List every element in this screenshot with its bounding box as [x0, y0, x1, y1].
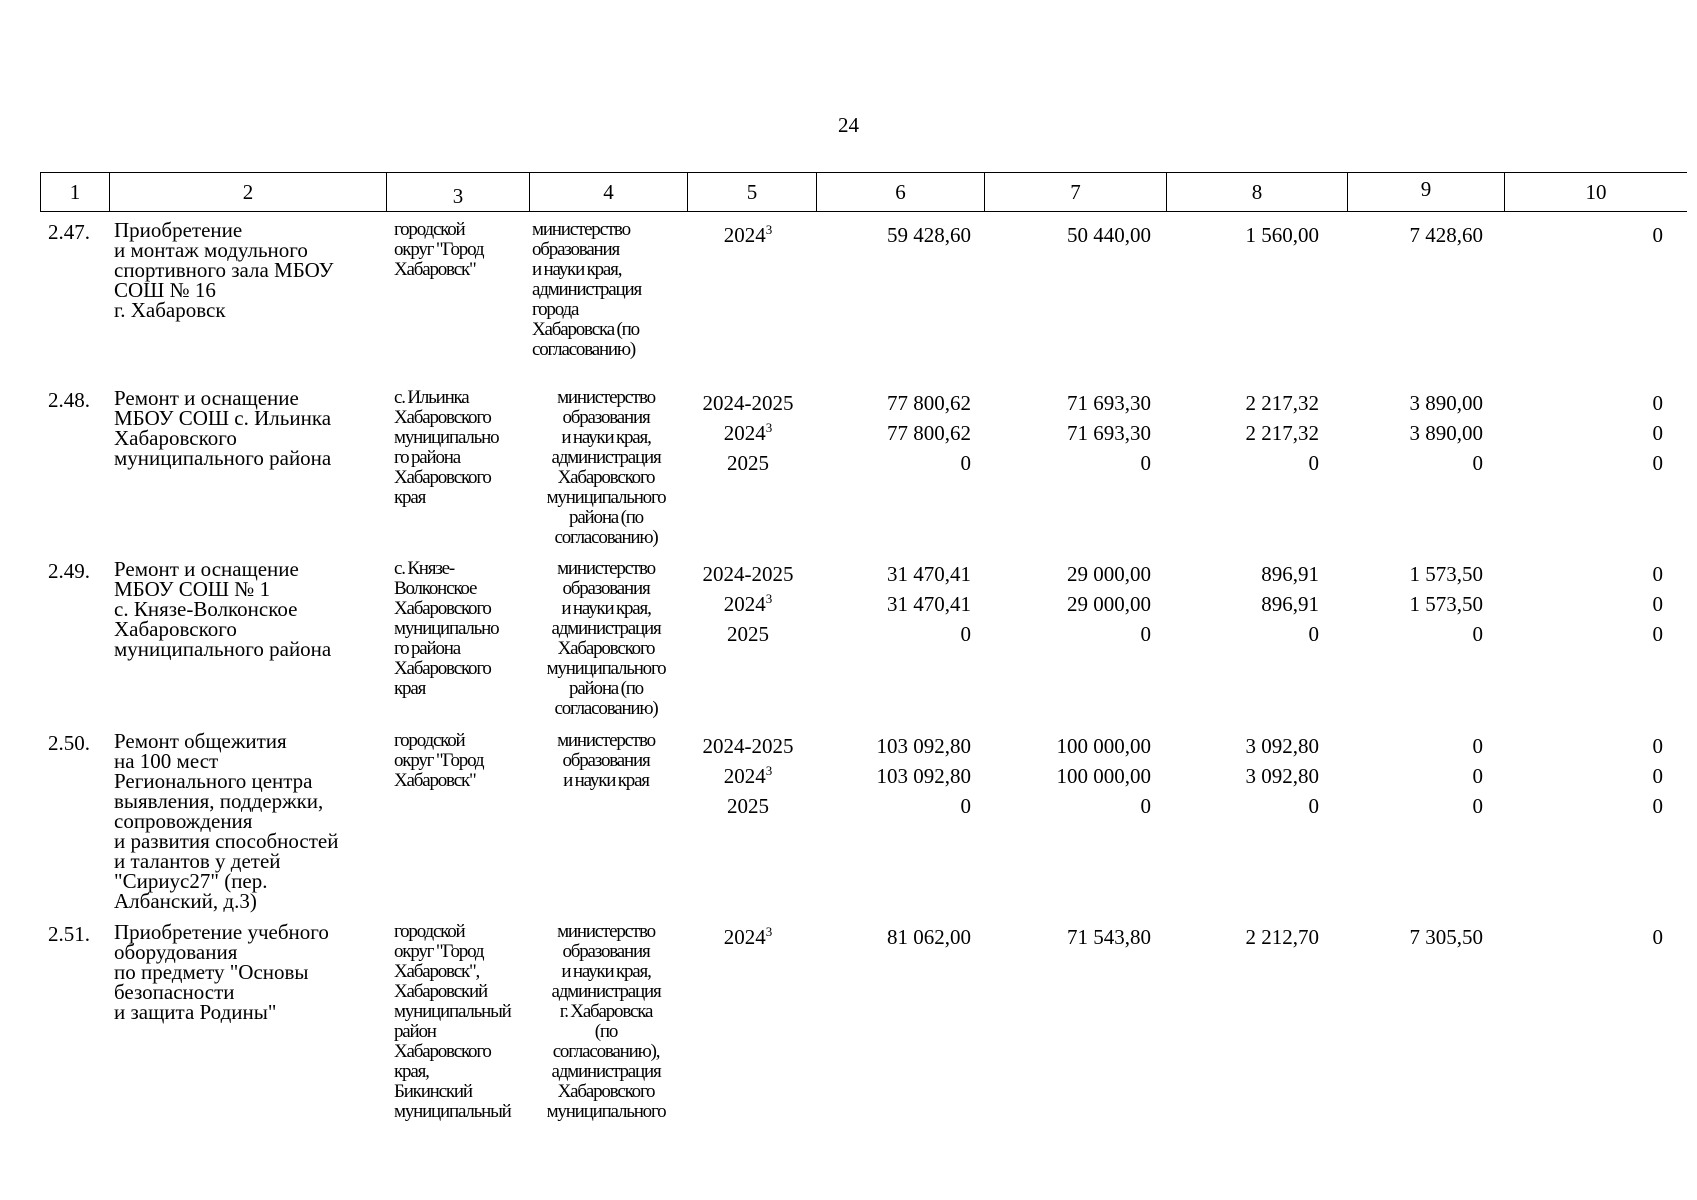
amount-cell-6: [820, 731, 971, 821]
amount-value: 7 428,60: [1409, 223, 1483, 247]
territory-name-line: муниципально: [394, 427, 499, 448]
header-col-4: 4: [530, 173, 688, 211]
amount-value: 100 000,00: [1056, 764, 1151, 788]
executor-name-line: согласованию): [554, 698, 658, 719]
territory-name-line: Хабаровского: [394, 467, 491, 488]
executor-name-line: образования: [532, 239, 620, 260]
amount-cell-10: [1500, 559, 1663, 649]
amount-cell-10: [1500, 731, 1663, 821]
measure-name-line: и талантов у детей: [114, 849, 281, 873]
measure-name-line: муниципального района: [114, 446, 332, 470]
years-cell: [690, 388, 806, 478]
measure-name-line: "Сириус27" (пер.: [114, 869, 268, 893]
amount-value: 103 092,80: [876, 734, 971, 758]
executor-name-line: администрация: [551, 447, 661, 468]
header-col-1: 1: [41, 173, 110, 211]
territory-name-line: Волконское: [394, 578, 477, 599]
year-text: 2025: [727, 451, 769, 475]
amount-value: 3 890,00: [1409, 391, 1483, 415]
executor-name-line: Хабаровского: [557, 467, 655, 488]
header-col-2: 2: [110, 173, 387, 211]
measure-name-line: Хабаровского: [114, 617, 237, 641]
amount-value: 0: [1652, 451, 1663, 475]
amount-value: 103 092,80: [876, 764, 971, 788]
measure-name-cell: [114, 922, 379, 1022]
header-col-8: 8: [1167, 173, 1348, 211]
amount-value: 0: [1308, 622, 1319, 646]
territory-name-line: края,: [394, 1061, 429, 1082]
measure-name-line: МБОУ СОШ с. Ильинка: [114, 406, 332, 430]
territory-name-cell: [394, 922, 524, 1122]
territory-name-line: края: [394, 487, 426, 508]
amount-value: 1 573,50: [1409, 592, 1483, 616]
amount-cell-9: [1335, 559, 1483, 649]
amount-value: 0: [1140, 794, 1151, 818]
amount-value: 0: [1472, 734, 1483, 758]
amount-cell-7: [985, 922, 1151, 952]
header-col-3: 3: [387, 173, 530, 211]
row-number: 2.51.: [48, 922, 90, 946]
executor-name-line: согласованию),: [552, 1041, 660, 1062]
territory-name-cell: [394, 559, 524, 699]
territory-name-line: округ "Город: [394, 941, 484, 962]
amount-value: 0: [1652, 421, 1663, 445]
amount-value: 29 000,00: [1067, 592, 1151, 616]
measure-name-line: и развития способностей: [114, 829, 339, 853]
year-text: 2024-2025: [702, 734, 794, 758]
executor-name-line: района (по: [569, 678, 643, 699]
amount-cell-8: [1165, 220, 1319, 250]
amount-cell-8: [1165, 559, 1319, 649]
executor-name-line: администрация: [532, 279, 642, 300]
territory-name-line: городской: [394, 921, 465, 942]
territory-name-line: с. Князе-: [394, 558, 454, 579]
amount-value: 0: [1652, 592, 1663, 616]
amount-value: 2 217,32: [1245, 391, 1319, 415]
amount-value: 0: [1140, 451, 1151, 475]
territory-name-line: Хабаровского: [394, 658, 491, 679]
amount-value: 71 543,80: [1067, 925, 1151, 949]
year-value: [690, 731, 806, 761]
year-text: 2024-2025: [702, 562, 794, 586]
year-value: [690, 388, 806, 418]
amount-cell-9: [1335, 388, 1483, 478]
territory-name-cell: [394, 731, 524, 791]
year-value: [690, 619, 806, 649]
measure-name-line: сопровождения: [114, 809, 253, 833]
executor-name-line: и науки края,: [561, 961, 651, 982]
territory-name-line: Хабаровского: [394, 1041, 491, 1062]
territory-name-line: муниципальный: [394, 1101, 511, 1122]
table-header: [40, 172, 1687, 212]
amount-value: 1 573,50: [1409, 562, 1483, 586]
amount-value: 896,91: [1261, 592, 1319, 616]
territory-name-line: муниципальный: [394, 1001, 511, 1022]
amount-value: 71 693,30: [1067, 421, 1151, 445]
territory-name-line: район: [394, 1021, 436, 1042]
measure-name-line: Приобретение учебного: [114, 920, 329, 944]
executor-name-line: города: [532, 299, 579, 320]
amount-value: 0: [1472, 794, 1483, 818]
measure-name-cell: [114, 220, 379, 320]
year-footnote-mark: 3: [765, 924, 773, 939]
executor-name-line: (по: [594, 1021, 618, 1042]
territory-name-line: Хабаровский: [394, 981, 487, 1002]
measure-name-line: Ремонт и оснащение: [114, 386, 299, 410]
header-col-10: 10: [1585, 180, 1607, 204]
measure-name-cell: [114, 559, 379, 659]
amount-cell-9: [1335, 922, 1483, 952]
executor-name-cell: [532, 220, 682, 360]
year-text: 2024: [723, 421, 766, 445]
amount-value: 0: [1140, 622, 1151, 646]
amount-value: 2 217,32: [1245, 421, 1319, 445]
amount-value: 0: [960, 451, 971, 475]
amount-cell-7: [985, 388, 1151, 478]
amount-value: 7 305,50: [1409, 925, 1483, 949]
amount-value: 1 560,00: [1245, 223, 1319, 247]
year-footnote-mark: 3: [765, 420, 773, 435]
executor-name-line: образования: [562, 750, 650, 771]
measure-name-line: Хабаровского: [114, 426, 237, 450]
year-text: 2024: [723, 592, 766, 616]
amount-value: 0: [1652, 223, 1663, 247]
executor-name-line: и науки края,: [561, 427, 651, 448]
measure-name-line: г. Хабаровск: [114, 298, 226, 322]
amount-value: 31 470,41: [887, 592, 971, 616]
measure-name-line: Регионального центра: [114, 769, 313, 793]
header-col-7: 7: [985, 173, 1167, 211]
territory-name-line: Хабаровского: [394, 407, 491, 428]
executor-name-cell: [527, 731, 685, 791]
amount-cell-6: [820, 388, 971, 478]
executor-name-line: образования: [562, 407, 650, 428]
executor-name-line: и науки края,: [561, 598, 651, 619]
year-value: [690, 559, 806, 589]
year-text: 2024: [723, 764, 766, 788]
year-text: 2024: [723, 223, 766, 247]
executor-name-line: муниципального: [546, 1101, 666, 1122]
territory-name-line: Хабаровск": [394, 259, 476, 280]
years-cell: [690, 922, 806, 952]
executor-name-cell: [527, 922, 685, 1122]
measure-name-cell: [114, 388, 379, 468]
amount-cell-9: [1335, 220, 1483, 250]
measure-name-line: муниципального района: [114, 637, 332, 661]
measure-name-line: МБОУ СОШ № 1: [114, 577, 271, 601]
year-value: [690, 220, 806, 250]
measure-name-line: Приобретение: [114, 218, 243, 242]
executor-name-line: согласованию): [554, 527, 658, 548]
amount-cell-8: [1165, 922, 1319, 952]
territory-name-cell: [394, 388, 524, 508]
amount-value: 0: [1652, 764, 1663, 788]
executor-name-line: администрация: [551, 618, 661, 639]
amount-value: 0: [1472, 622, 1483, 646]
amount-value: 0: [1652, 925, 1663, 949]
amount-value: 59 428,60: [887, 223, 971, 247]
years-cell: [690, 559, 806, 649]
row-number: 2.48.: [48, 388, 90, 412]
years-cell: [690, 731, 806, 821]
measure-name-line: Ремонт общежития: [114, 729, 287, 753]
amount-cell-7: [985, 559, 1151, 649]
year-footnote-mark: 3: [765, 763, 773, 778]
amount-value: 77 800,62: [887, 391, 971, 415]
amount-value: 3 890,00: [1409, 421, 1483, 445]
row-number: 2.47.: [48, 220, 90, 244]
territory-name-line: Хабаровского: [394, 598, 491, 619]
year-value: [690, 922, 806, 952]
year-footnote-mark: 3: [765, 222, 773, 237]
header-col-9: 9: [1348, 173, 1505, 211]
measure-name-line: оборудования: [114, 940, 238, 964]
territory-name-line: с. Ильинка: [394, 387, 469, 408]
amount-value: 29 000,00: [1067, 562, 1151, 586]
executor-name-line: министерство: [557, 387, 655, 408]
amount-value: 0: [1472, 764, 1483, 788]
amount-cell-8: [1165, 731, 1319, 821]
amount-cell-10: [1500, 922, 1663, 952]
year-value: [690, 448, 806, 478]
measure-name-line: безопасности: [114, 980, 235, 1004]
territory-name-line: муниципально: [394, 618, 499, 639]
territory-name-cell: [394, 220, 524, 280]
territory-name-line: Бикинский: [394, 1081, 472, 1102]
year-value: [690, 589, 806, 619]
measure-name-line: по предмету "Основы: [114, 960, 309, 984]
amount-value: 100 000,00: [1056, 734, 1151, 758]
executor-name-line: Хабаровского: [557, 638, 655, 659]
amount-value: 3 092,80: [1245, 734, 1319, 758]
amount-cell-7: [985, 220, 1151, 250]
year-text: 2025: [727, 794, 769, 818]
executor-name-line: муниципального: [546, 487, 666, 508]
territory-name-line: городской: [394, 730, 465, 751]
measure-name-line: на 100 мест: [114, 749, 219, 773]
measure-name-line: с. Князе-Волконское: [114, 597, 298, 621]
executor-name-line: и науки края,: [532, 259, 622, 280]
territory-name-line: округ "Город: [394, 750, 484, 771]
measure-name-cell: [114, 731, 379, 911]
amount-cell-6: [820, 922, 971, 952]
executor-name-line: района (по: [569, 507, 643, 528]
year-value: [690, 418, 806, 448]
executor-name-line: согласованию): [532, 339, 636, 360]
amount-cell-9: [1335, 731, 1483, 821]
amount-value: 2 212,70: [1245, 925, 1319, 949]
years-cell: [690, 220, 806, 250]
executor-name-line: и науки края: [563, 770, 649, 791]
amount-cell-7: [985, 731, 1151, 821]
measure-name-line: СОШ № 16: [114, 278, 216, 302]
territory-name-line: края: [394, 678, 426, 699]
year-value: [690, 761, 806, 791]
territory-name-line: городской: [394, 219, 465, 240]
territory-name-line: Хабаровск": [394, 770, 476, 791]
amount-value: 0: [1652, 734, 1663, 758]
executor-name-cell: [527, 388, 685, 548]
year-footnote-mark: 3: [765, 591, 773, 606]
amount-value: 31 470,41: [887, 562, 971, 586]
executor-name-line: Хабаровска (по: [532, 319, 639, 340]
executor-name-line: министерство: [557, 730, 655, 751]
executor-name-line: администрация: [551, 981, 661, 1002]
executor-name-line: образования: [562, 941, 650, 962]
amount-cell-6: [820, 559, 971, 649]
page-number: 24: [838, 113, 859, 137]
amount-value: 71 693,30: [1067, 391, 1151, 415]
measure-name-line: и монтаж модульного: [114, 238, 308, 262]
executor-name-cell: [527, 559, 685, 719]
measure-name-line: Ремонт и оснащение: [114, 557, 299, 581]
amount-value: 77 800,62: [887, 421, 971, 445]
executor-name-line: министерство: [557, 921, 655, 942]
measure-name-line: Албанский, д.3): [114, 889, 257, 913]
amount-value: 0: [1652, 562, 1663, 586]
executor-name-line: министерство: [532, 219, 630, 240]
amount-cell-8: [1165, 388, 1319, 478]
executor-name-line: г. Хабаровска: [559, 1001, 653, 1022]
amount-value: 0: [1652, 794, 1663, 818]
measure-name-line: выявления, поддержки,: [114, 789, 324, 813]
executor-name-line: Хабаровского: [557, 1081, 655, 1102]
amount-value: 896,91: [1261, 562, 1319, 586]
row-number: 2.49.: [48, 559, 90, 583]
amount-value: 0: [1652, 391, 1663, 415]
year-value: [690, 791, 806, 821]
amount-value: 3 092,80: [1245, 764, 1319, 788]
amount-value: 0: [1308, 451, 1319, 475]
measure-name-line: спортивного зала МБОУ: [114, 258, 334, 282]
amount-cell-6: [820, 220, 971, 250]
year-text: 2024-2025: [702, 391, 794, 415]
executor-name-line: образования: [562, 578, 650, 599]
amount-value: 0: [960, 622, 971, 646]
amount-value: 0: [1652, 622, 1663, 646]
territory-name-line: Хабаровск",: [394, 961, 480, 982]
amount-value: 81 062,00: [887, 925, 971, 949]
amount-value: 0: [1472, 451, 1483, 475]
year-text: 2024: [723, 925, 766, 949]
amount-cell-10: [1500, 388, 1663, 478]
amount-cell-10: [1500, 220, 1663, 250]
territory-name-line: го района: [394, 638, 460, 659]
header-col-6: 6: [817, 173, 985, 211]
row-number: 2.50.: [48, 731, 90, 755]
executor-name-line: министерство: [557, 558, 655, 579]
executor-name-line: администрация: [551, 1061, 661, 1082]
header-col-5: 5: [688, 173, 817, 211]
executor-name-line: муниципального: [546, 658, 666, 679]
territory-name-line: округ "Город: [394, 239, 484, 260]
amount-value: 50 440,00: [1067, 223, 1151, 247]
measure-name-line: и защита Родины": [114, 1000, 277, 1024]
year-text: 2025: [727, 622, 769, 646]
territory-name-line: го района: [394, 447, 460, 468]
amount-value: 0: [1308, 794, 1319, 818]
amount-value: 0: [960, 794, 971, 818]
